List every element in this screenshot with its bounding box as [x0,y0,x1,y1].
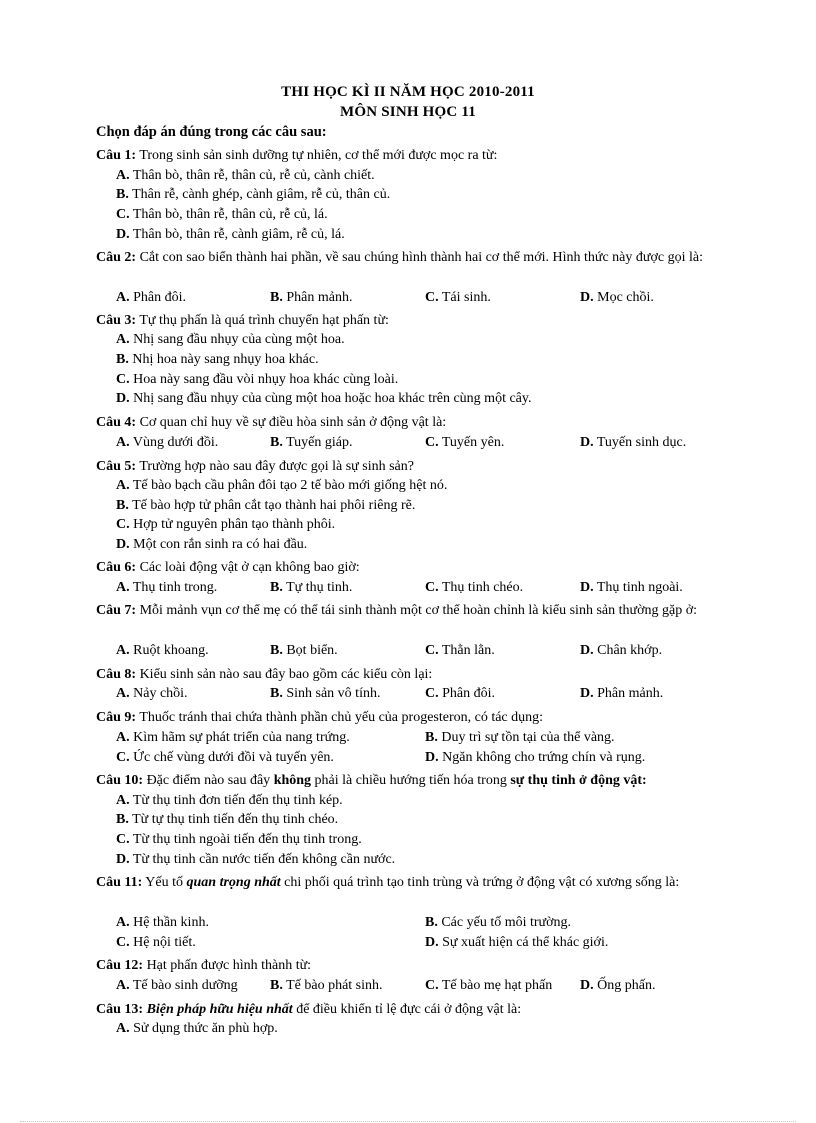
option: D. Sự xuất hiện cá thể khác giới. [425,935,609,950]
question-text: Cơ quan chỉ huy về sự điều hòa sinh sản ở động vật là: [139,415,447,430]
option: C. Tuyến yên. [425,435,505,450]
option: B. Thân rễ, cành ghép, cành giâm, rễ củ, thân củ. [116,187,391,202]
question-text: Tự thụ phấn là quá trình chuyển hạt phấn từ: [139,313,389,328]
option: D. Thân bò, thân rễ, cành giâm, rễ củ, lá. [116,227,345,242]
option: C. Thụ tinh chéo. [425,580,524,595]
option: B. Nhị hoa này sang nhụy hoa khác. [116,352,319,367]
question-5 [96,457,740,477]
question-text: Kiểu sinh sản nào sau đây bao gồm các kiểu còn lại: [139,667,433,682]
option: D. Ống phấn. [580,978,656,993]
option: B. Tế bào hợp tử phân cắt tạo thành hai phôi riêng rẽ. [116,498,416,513]
emphasis-text: Biện pháp hữu hiệu nhất [146,1002,293,1017]
option: C. Phân đôi. [425,686,496,701]
option: B. Tế bào phát sinh. [270,978,383,993]
option: C. Thằn lằn. [425,643,495,658]
option: C. Hệ nội tiết. [116,935,196,950]
option: B. Tuyến giáp. [270,435,353,450]
question-12 [96,956,740,976]
question-number: Câu 10: [96,773,144,788]
option: D. Phân mảnh. [580,686,664,701]
option: D. Tuyến sinh dục. [580,435,687,450]
question-text: Các loài động vật ở cạn không bao giờ: [139,560,360,575]
question-text: chi phối quá trình tạo tinh trùng và trứng ở động vật có xương sống là: [280,875,680,890]
option: A. Sử dụng thức ăn phù hợp. [116,1021,278,1036]
question-number: Câu 9: [96,710,137,725]
question-number: Câu 6: [96,560,137,575]
subject-title: MÔN SINH HỌC 11 [340,104,476,120]
option: C. Hợp tử nguyên phân tạo thành phôi. [116,517,336,532]
option: D. Nhị sang đầu nhụy của cùng một hoa hoặc hoa khác trên cùng một cây. [116,391,532,406]
option: B. Phân mảnh. [270,290,353,305]
question-number: Câu 1: [96,148,137,163]
option: B. Sinh sản vô tính. [270,686,381,701]
option: D. Thụ tinh ngoài. [580,580,683,595]
option: B. Tự thụ tinh. [270,580,353,595]
option: C. Tái sinh. [425,290,491,305]
instruction: Chọn đáp án đúng trong các câu sau: [96,124,327,140]
question-number: Câu 13: [96,1002,144,1017]
option: C. Hoa này sang đầu vòi nhụy hoa khác cùng loài. [116,372,399,387]
question-number: Câu 7: [96,603,137,618]
option: A. Nhị sang đầu nhụy của cùng một hoa. [116,332,345,347]
option: A. Kìm hãm sự phát triển của nang trứng. [116,730,350,745]
question-4 [96,413,740,433]
option: C. Từ thụ tinh ngoài tiến đến thụ tinh trong. [116,832,362,847]
option: B. Các yếu tố môi trường. [425,915,572,930]
question-3 [96,311,740,331]
option: D. Mọc chồi. [580,290,654,305]
page-bottom-divider [20,1121,796,1122]
question-number: Câu 4: [96,415,137,430]
question-text: Trong sinh sản sinh dưỡng tự nhiên, cơ thể mới được mọc ra từ: [139,148,498,163]
question-number: Câu 2: [96,250,137,265]
question-text: Cắt con sao biển thành hai phần, về sau chúng hình thành hai cơ thể mới. Hình thức này được gọi là: [139,250,703,265]
option: A. Tế bào sinh dưỡng [116,978,238,993]
option: D. Một con rắn sinh ra có hai đầu. [116,537,308,552]
question-number: Câu 3: [96,313,137,328]
question-2 [96,248,740,268]
question-10 [96,771,740,791]
option: B. Duy trì sự tồn tại của thể vàng. [425,730,615,745]
emphasis-text: sự thụ tinh ở động vật: [510,773,647,788]
question-text: phải là chiều hướng tiến hóa trong [311,773,511,788]
exam-title: THI HỌC KÌ II NĂM HỌC 2010-2011 [281,84,535,100]
question-number: Câu 8: [96,667,137,682]
emphasis-text: quan trọng nhất [186,875,281,890]
question-text: Mỗi mảnh vụn cơ thể mẹ có thể tái sinh thành một cơ thể hoàn chỉnh là kiểu sinh sản thường gặp ở: [139,603,697,618]
question-text: Đặc điểm nào sau đây [146,773,274,788]
question-text: Trường hợp nào sau đây được gọi là sự sinh sản? [139,459,414,474]
question-9 [96,708,740,728]
option: B. Từ tự thụ tinh tiến đến thụ tinh chéo. [116,812,339,827]
option: A. Phân đôi. [116,290,187,305]
option: A. Tế bào bạch cầu phân đôi tạo 2 tế bào mới giống hệt nó. [116,478,448,493]
option: C. Thân bò, thân rễ, thân củ, rễ củ, lá. [116,207,328,222]
option: A. Ruột khoang. [116,643,209,658]
question-number: Câu 11: [96,875,143,890]
question-text: Yếu tố [145,875,187,890]
question-6 [96,558,740,578]
option: D. Chân khớp. [580,643,663,658]
question-number: Câu 12: [96,958,144,973]
option: A. Từ thụ tinh đơn tiến đến thụ tinh kép. [116,793,343,808]
option: A. Hệ thần kinh. [116,915,209,930]
question-text: Thuốc tránh thai chứa thành phần chủ yếu của progesteron, có tác dụng: [139,710,544,725]
option: D. Ngăn không cho trứng chín và rụng. [425,750,646,765]
question-7 [96,601,740,621]
option: A. Thụ tinh trong. [116,580,218,595]
question-text: Hạt phấn được hình thành từ: [146,958,312,973]
option: A. Nảy chồi. [116,686,188,701]
question-11 [96,873,740,893]
option: B. Bọt biển. [270,643,338,658]
question-1 [96,146,740,166]
option: A. Thân bò, thân rễ, thân củ, rễ củ, cành chiết. [116,168,375,183]
question-13 [96,1000,740,1020]
option: C. Ức chế vùng dưới đồi và tuyến yên. [116,750,334,765]
option: A. Vùng dưới đồi. [116,435,219,450]
emphasis-text: không [273,773,312,788]
question-number: Câu 5: [96,459,137,474]
question-text: để điều khiển tỉ lệ đực cái ở động vật là: [292,1002,522,1017]
option: D. Từ thụ tinh cần nước tiến đến không cần nước. [116,852,396,867]
option: C. Tế bào mẹ hạt phấn [425,978,553,993]
question-8 [96,665,740,685]
